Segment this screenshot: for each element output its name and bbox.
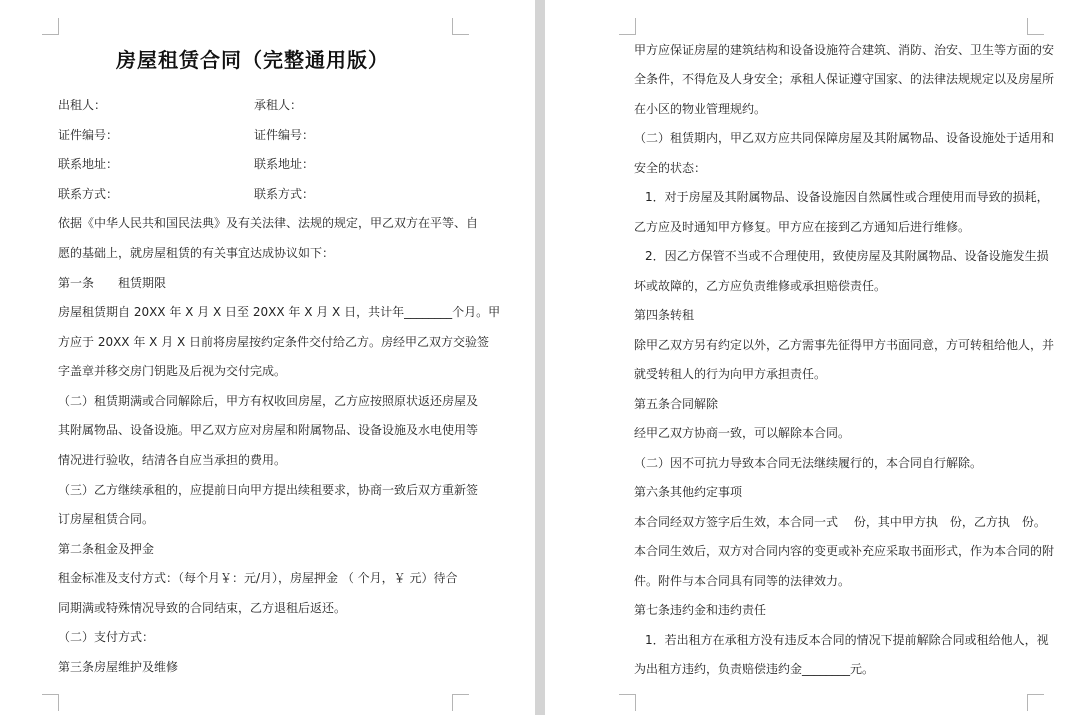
lessor-label: 出租人： bbox=[58, 98, 107, 112]
lessor-id-label: 证件编号： bbox=[58, 128, 119, 142]
section-heading: 第二条租金及押金 bbox=[58, 542, 155, 556]
paragraph-line: 租金标准及支付方式：（每个月￥：元/月），房屋押金 （ 个月，￥ 元）待合 bbox=[58, 571, 458, 585]
crop-mark bbox=[1027, 18, 1044, 35]
paragraph-line: 安全的状态： bbox=[634, 161, 707, 175]
paragraph-line: 件。附件与本合同具有同等的法律效力。 bbox=[634, 574, 851, 588]
document-title: 房屋租赁合同（完整通用版） bbox=[116, 48, 389, 72]
paragraph-line: 依据《中华人民共和国民法典》及有关法律、法规的规定，甲乙双方在平等、自 bbox=[58, 216, 479, 230]
paragraph-line: 就受转租人的行为向甲方承担责任。 bbox=[634, 367, 827, 381]
section-heading: 第六条其他约定事项 bbox=[634, 485, 743, 499]
section-heading: 第一条 租赁期限 bbox=[58, 276, 167, 290]
lessee-address-label: 联系地址： bbox=[254, 157, 315, 171]
lessor-contact-label: 联系方式： bbox=[58, 187, 119, 201]
lessee-id-label: 证件编号： bbox=[254, 128, 315, 142]
paragraph-line: 情况进行验收，结清各自应当承担的费用。 bbox=[58, 453, 287, 467]
paragraph-line: （三）乙方继续承租的，应提前日向甲方提出续租要求，协商一致后双方重新签 bbox=[58, 483, 479, 497]
lessee-contact-label: 联系方式： bbox=[254, 187, 315, 201]
paragraph-line: 1．对于房屋及其附属物品、设备设施因自然属性或合理使用而导致的损耗， bbox=[645, 190, 1049, 204]
paragraph-line: 字盖章并移交房门钥匙及后视为交付完成。 bbox=[58, 364, 287, 378]
paragraph-line: 本合同生效后，双方对合同内容的变更或补充应采取书面形式，作为本合同的附 bbox=[634, 544, 1055, 558]
paragraph-line: （二）租赁期内，甲乙双方应共同保障房屋及其附属物品、设备设施处于适用和 bbox=[634, 131, 1055, 145]
document-page-left bbox=[0, 0, 535, 715]
crop-mark bbox=[452, 18, 469, 35]
paragraph-line: 订房屋租赁合同。 bbox=[58, 512, 155, 526]
paragraph-line: （二）租赁期满或合同解除后，甲方有权收回房屋，乙方应按照原状返还房屋及 bbox=[58, 394, 479, 408]
paragraph-line: 甲方应保证房屋的建筑结构和设备设施符合建筑、消防、治安、卫生等方面的安 bbox=[634, 43, 1055, 57]
crop-mark bbox=[42, 694, 59, 711]
paragraph-line: 本合同经双方签字后生效，本合同一式 份，其中甲方执 份，乙方执 份。 bbox=[634, 515, 1046, 529]
paragraph-line: 房屋租赁期自 20XX 年 X 月 X 日至 20XX 年 X 月 X 日，共计年________个月。甲 bbox=[58, 305, 501, 319]
page-gap bbox=[535, 0, 545, 715]
section-heading: 第七条违约金和违约责任 bbox=[634, 603, 767, 617]
section-heading: 第四条转租 bbox=[634, 308, 695, 322]
paragraph-line: 愿的基础上，就房屋租赁的有关事宜达成协议如下： bbox=[58, 246, 335, 260]
paragraph-line: 2．因乙方保管不当或不合理使用，致使房屋及其附属物品、设备设施发生损 bbox=[645, 249, 1049, 263]
crop-mark bbox=[452, 694, 469, 711]
paragraph-line: 坏或故障的，乙方应负责维修或承担赔偿责任。 bbox=[634, 279, 887, 293]
paragraph-line: 其附属物品、设备设施。甲乙双方应对房屋和附属物品、设备设施及水电使用等 bbox=[58, 423, 479, 437]
paragraph-line: 全条件，不得危及人身安全；承租人保证遵守国家、的法律法规规定以及房屋所 bbox=[634, 72, 1055, 86]
lessor-address-label: 联系地址： bbox=[58, 157, 119, 171]
paragraph-line: 方应于 20XX 年 X 月 X 日前将房屋按约定条件交付给乙方。房经甲乙双方交验签 bbox=[58, 335, 490, 349]
section-heading: 第三条房屋维护及维修 bbox=[58, 660, 179, 674]
paragraph-line: 经甲乙双方协商一致，可以解除本合同。 bbox=[634, 426, 851, 440]
section-heading: 第五条合同解除 bbox=[634, 397, 719, 411]
crop-mark bbox=[619, 694, 636, 711]
paragraph-line: 乙方应及时通知甲方修复。甲方应在接到乙方通知后进行维修。 bbox=[634, 220, 971, 234]
document-page-right bbox=[545, 0, 1080, 715]
paragraph-line: 在小区的物业管理规约。 bbox=[634, 102, 767, 116]
paragraph-line: （二）因不可抗力导致本合同无法继续履行的，本合同自行解除。 bbox=[634, 456, 983, 470]
lessee-label: 承租人： bbox=[254, 98, 303, 112]
paragraph-line: 同期满或特殊情况导致的合同结束，乙方退租后返还。 bbox=[58, 601, 347, 615]
paragraph-line: （二）支付方式： bbox=[58, 630, 155, 644]
crop-mark bbox=[42, 18, 59, 35]
crop-mark bbox=[1027, 694, 1044, 711]
crop-mark bbox=[619, 18, 636, 35]
paragraph-line: 1．若出租方在承租方没有违反本合同的情况下提前解除合同或租给他人，视 bbox=[645, 633, 1049, 647]
paragraph-line: 为出租方违约，负责赔偿违约金________元。 bbox=[634, 662, 875, 676]
paragraph-line: 除甲乙双方另有约定以外，乙方需事先征得甲方书面同意，方可转租给他人，并 bbox=[634, 338, 1055, 352]
